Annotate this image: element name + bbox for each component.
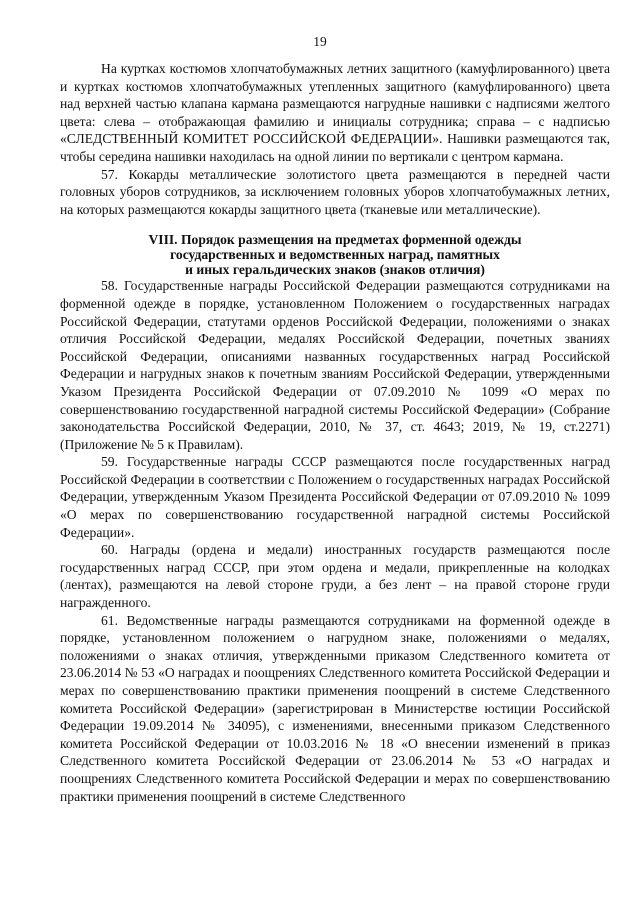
paragraph-60: 60. Награды (ордена и медали) иностранных государств размещаются после государственных наград СССР, при этом ордена и медали, прикрепленные на колодках (лентах), размещаются на левой стороне груди, а без лент – на правой стороне груди награжденного. xyxy=(60,542,610,611)
document-body xyxy=(60,60,610,805)
paragraph-56-continued: На куртках костюмов хлопчатобумажных летних защитного (камуфлированного) цвета и куртках костюмов хлопчатобумажных утепленных защитного (камуфлированного) цвета над верхней частью клапана кармана размещаются нагрудные нашивки с надписями желтого цвета: слева – отображающая фамилию и инициалы сотрудника; справа – с надписью «СЛЕДСТВЕННЫЙ КОМИТЕТ РОССИЙСКОЙ ФЕДЕРАЦИИ». Нашивки размещаются так, чтобы середина нашивки находилась на одной линии по вертикали с центром кармана. xyxy=(60,61,610,164)
section-heading xyxy=(60,232,610,277)
paragraph-58: 58. Государственные награды Российской Федерации размещаются сотрудниками на форменной одежде в порядке, установленном Положением о государственных наградах Российской Федерации, статутами орденов Российской Федерации, положениями о знаках отличия Российской Федерации, медалях Российской Федерации, почетных званиях Российской Федерации, описаниями названных государственных наград Российской Федерации и нагрудных знаков к почетным званиям Российской Федерации, утвержденными Указом Президента Российской Федерации от 07.09.2010 № 1099 «О мерах по совершенствованию государственной наградной системы Российской Федерации» (Собрание законодательства Российской Федерации, 2010, № 37, ст. 4643; 2019, № 19, ст.2271) (Приложение № 5 к Правилам). xyxy=(60,278,610,452)
section-heading-line-2: государственных и ведомственных наград, памятных xyxy=(170,247,500,263)
paragraph-61: 61. Ведомственные награды размещаются сотрудниками на форменной одежде в порядке, установленном положением о нагрудном знаке, положениями о медалях, положениями о знаках отличия, утвержденными приказом Следственного комитета от 23.06.2014 № 53 «О наградах и поощрениях Следственного комитета Российской Федерации и мерах по совершенствованию практики применения поощрений в системе Следственного комитета Российской Федерации» (зарегистрирован в Министерстве юстиции Российской Федерации 19.09.2014 № 34095), с изменениями, внесенными приказом Следственного комитета Российской Федерации от 10.03.2016 № 18 «О внесении изменений в приказ Следственного комитета Российской Федерации от 23.06.2014 № 53 «О наградах и поощрениях Следственного комитета Российской Федерации и мерах по совершенствованию практики применения поощрений в системе Следственного xyxy=(60,612,610,804)
section-heading-line-1: VIII. Порядок размещения на предметах форменной одежды xyxy=(148,232,522,248)
page-number: 19 xyxy=(313,34,327,49)
paragraph-59: 59. Государственные награды СССР размещаются после государственных наград Российской Федерации в соответствии с Положением о государственных наградах Российской Федерации, утвержденным Указом Президента Российской Федерации от 07.09.2010 № 1099 «О мерах по совершенствованию государственной наградной системы Российской Федерации». xyxy=(60,454,610,540)
section-heading-line-3: и иных геральдических знаков (знаков отличия) xyxy=(185,262,485,278)
paragraph-57: 57. Кокарды металлические золотистого цвета размещаются в передней части головных уборов сотрудников, за исключением головных уборов хлопчатобумажных летних, на которых размещаются кокарды защитного цвета (тканевые или металлические). xyxy=(60,166,610,217)
